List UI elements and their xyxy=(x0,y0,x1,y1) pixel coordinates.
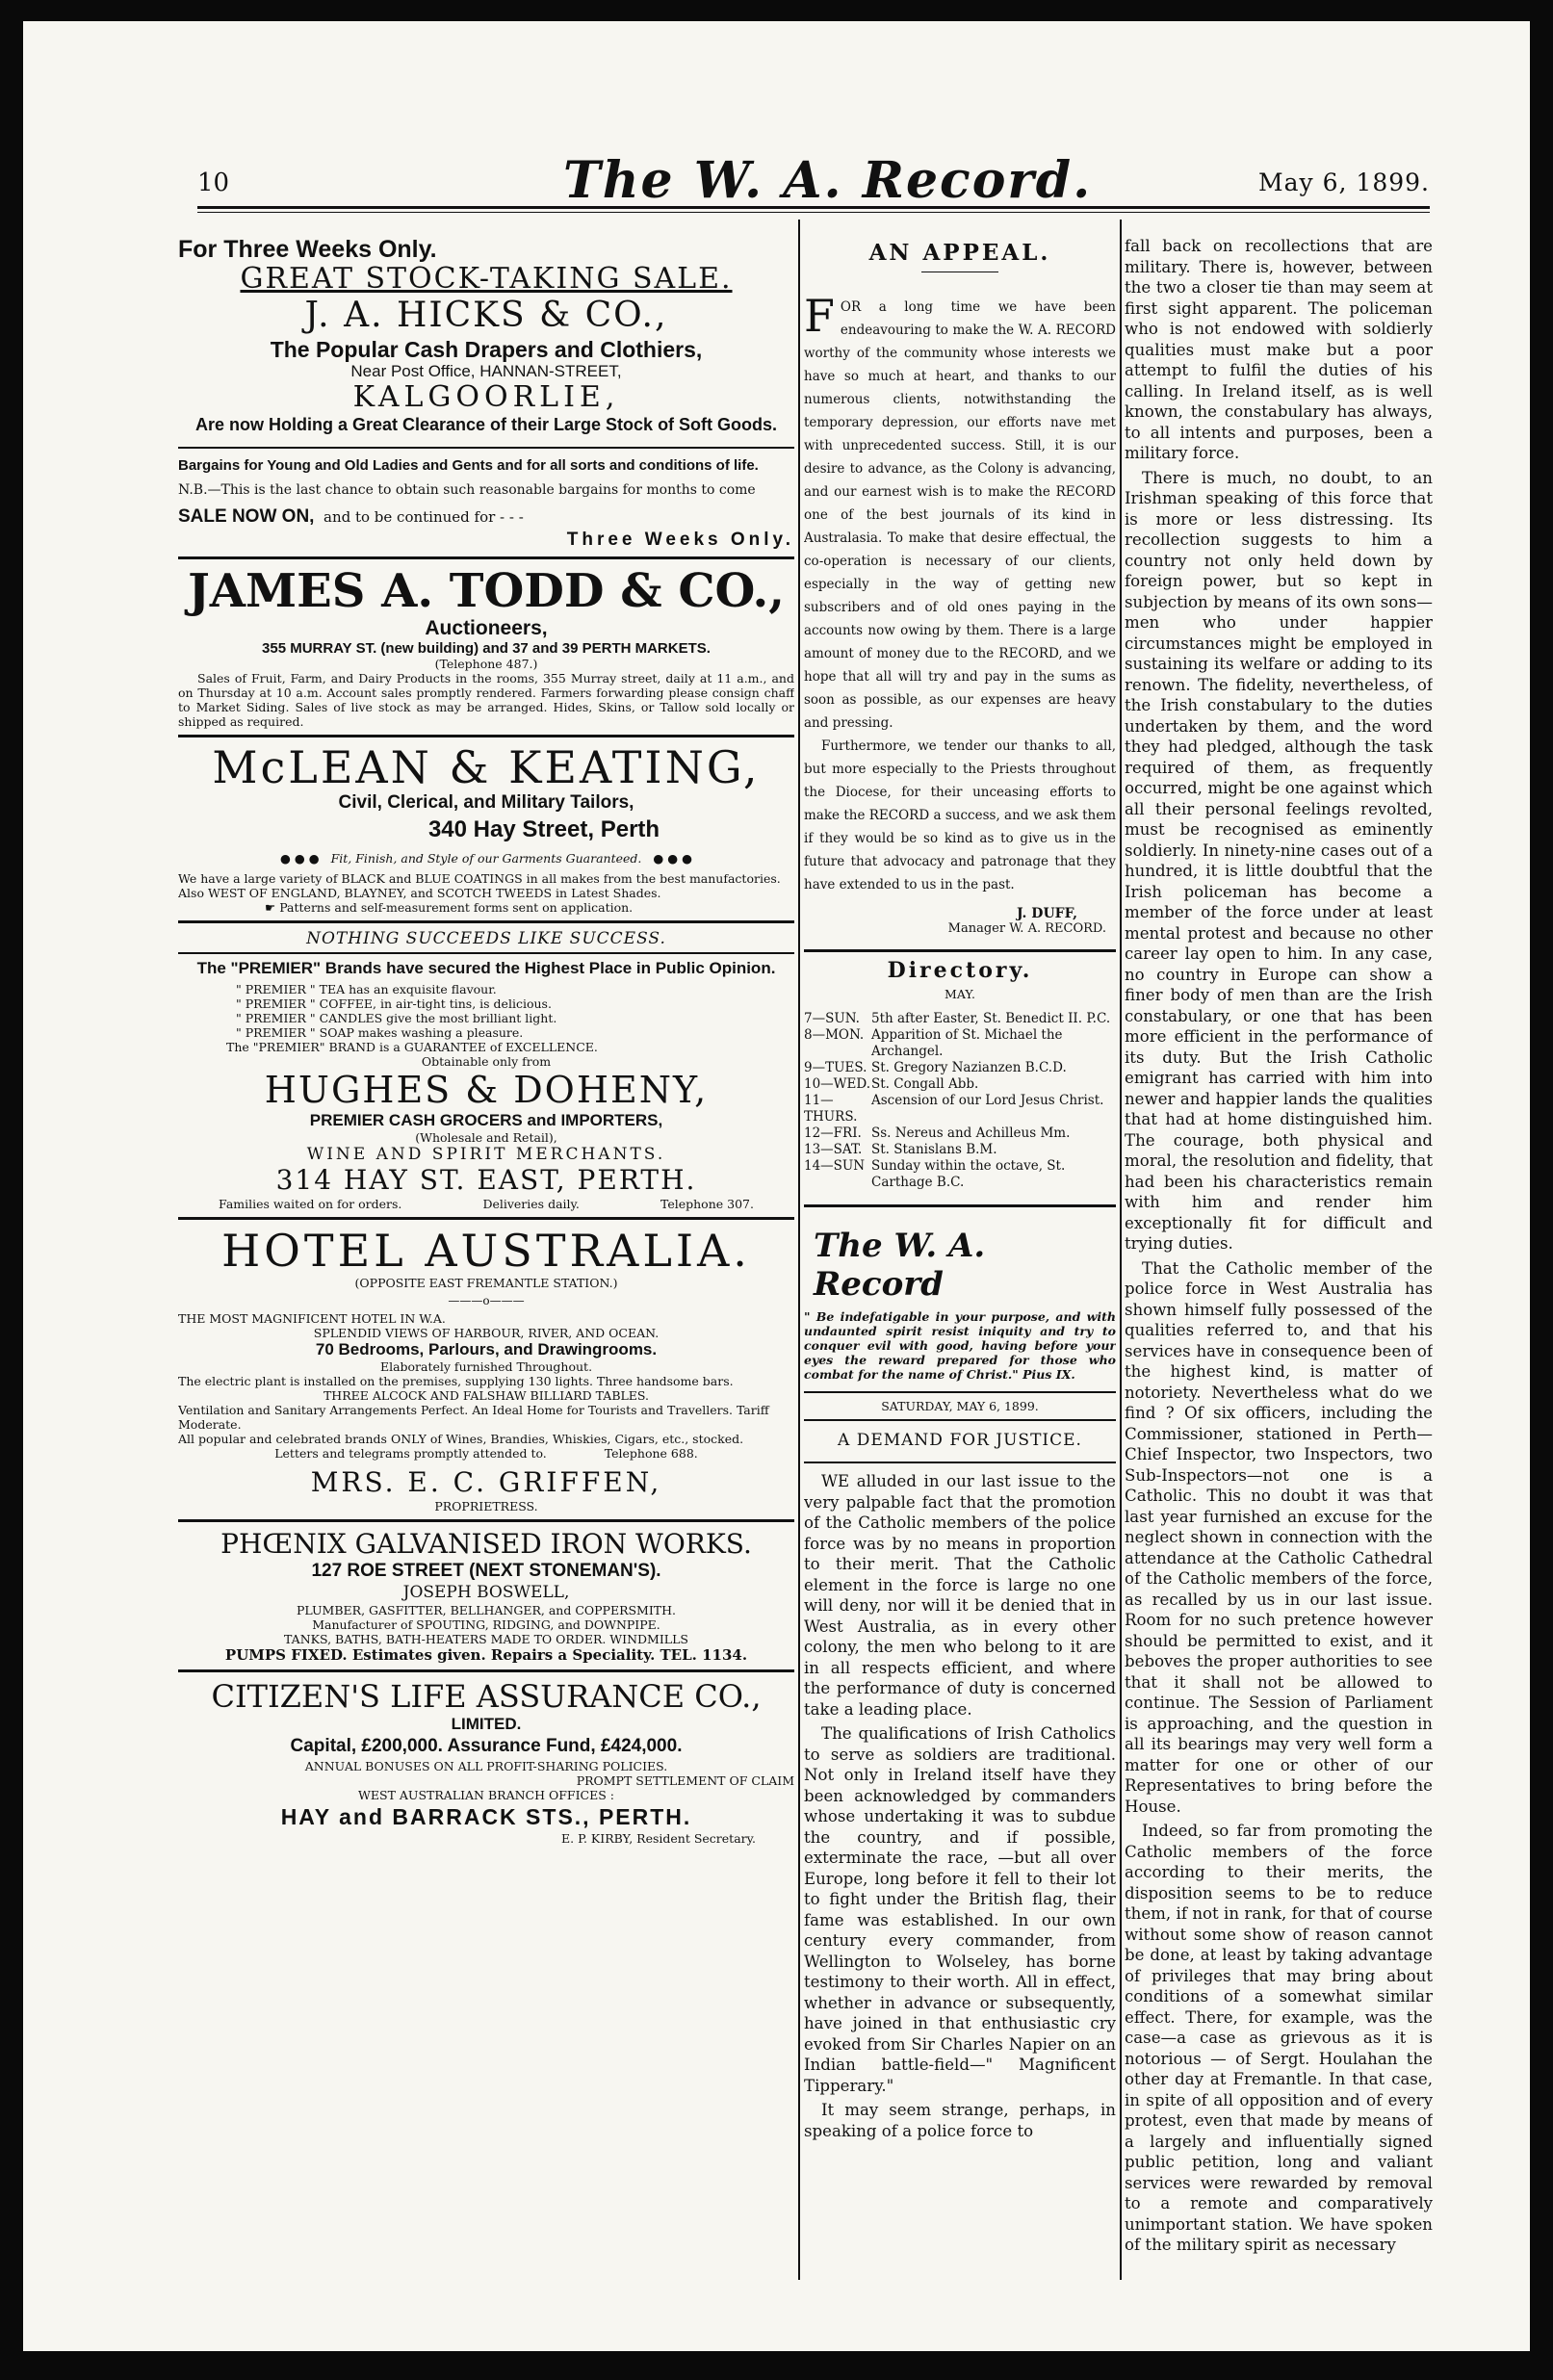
ad-phoenix xyxy=(178,1528,794,1664)
directory-entry: 9—TUES. St. Gregory Nazianzen B.C.D. xyxy=(804,1060,1067,1075)
appeal-p1: OR a long time we have been endeavouring to make the W. A. RECORD worthy of the community whose interests we have so much at heart, and thanks to our numerous clients, notwithstanding the temporary depression, our efforts nave met with unprecedented success. Still, it is our desire to advance, as the Colony is advancing, and our earnest wish is to make the RECORD one of the best journals of its kind in Australasia. To make that desire effectual, the co-operation is necessary of our clients, especially in the way of getting new subscribers and of old ones paying in the accounts now owing by them. There is a large amount of money due to the RECORD, and we hope that all will try and pay in the sums as soon as possible, as our expenses are heavy and pressing. xyxy=(804,299,1116,731)
article-paragraph: Indeed, so far from promoting the Catholic members of the force according to their merits, the disposition seems to be to reduce them, if not in rank, for that of course without some show of reason cannot be done, at least by taking advantage of privileges that may bring about conditions of a somewhat similar effect. There, for example, was the case—a case as grievous as it is notorious — of Sergt. Houlahan the other day at Fremantle. In that case, in spite of all opposition and of every protest, even that made by means of a largely and influentially signed public petition, long and valiant services were rewarded by removal to a remote and comparatively unimportant station. We have spoken of the military spirit as necessary xyxy=(1125,1822,1433,2254)
column-divider xyxy=(798,220,800,2280)
ad-premier-f3: Telephone 307. xyxy=(660,1197,754,1211)
ad-mclean-role: Civil, Clerical, and Military Tailors, xyxy=(338,792,634,813)
article-col2 xyxy=(804,1471,1116,2141)
ad-hotel: HOTEL AUSTRALIA. (OPPOSITE EAST FREMANTLE STATION.) ———o——— THE MOST MAGNIFICENT HOTEL IN W.A. SPLENDID VIEWS OF HARBOUR, RIVER, AND OCEAN. 70 Bedrooms, Parlours, and Drawingrooms. Elaborately furnished Throughout. The electric plant is installed on the premises, supplying 130 lights. Three handsome bars. THREE ALCOCK AND FALSHAW BILLIARD TABLES. Ventilation and Sanitary Arrangements Perfect. An Ideal Home for Tourists and Travellers. Tariff Moderate. All popular and celebrated brands ONLY of Wines, Brandies, Whiskies, Cigars, etc., stocked. Letters and telegrams promptly attended to. Telephone 688. MRS. E. C. GRIFFEN, PROPRIETRESS. xyxy=(178,1226,794,1513)
ad-mclean-patterns: Patterns and self-measurement forms sent on application. xyxy=(279,900,634,915)
ad-premier-headline: The "PREMIER" Brands have secured the Highest Place in Public Opinion. xyxy=(196,959,776,977)
ad-citizens-name: CITIZEN'S LIFE ASSURANCE CO., xyxy=(211,1678,762,1715)
ad-hotel-name: HOTEL AUSTRALIA. xyxy=(221,1225,751,1277)
ad-hotel-l5: The electric plant is installed on the premises, supplying 130 lights. Three handsome bars. xyxy=(178,1374,734,1388)
ad-todd-name: JAMES A. TODD & CO., xyxy=(188,564,785,618)
ad-premier-item: " PREMIER " SOAP makes washing a pleasure. xyxy=(236,1025,524,1040)
directory-entry: 10—WED. St. Congall Abb. xyxy=(804,1076,979,1092)
page-number: 10 xyxy=(197,168,230,197)
article-title: A DEMAND FOR JUSTICE. xyxy=(838,1431,1082,1450)
ads-column xyxy=(178,236,794,1846)
ad-hotel-prop-role: PROPRIETRESS. xyxy=(434,1499,538,1513)
ad-hotel-l9a: Letters and telegrams promptly attended to. xyxy=(274,1446,547,1461)
ad-premier xyxy=(178,929,794,1211)
directory-entry: 14—SUN Sunday within the octave, St. Carthage B.C. xyxy=(804,1158,1066,1190)
ad-premier-motto: NOTHING SUCCEEDS LIKE SUCCESS. xyxy=(306,929,666,948)
directory-entry: 12—FRI. Ss. Nereus and Achilleus Mm. xyxy=(804,1125,1071,1141)
ad-hotel-l9b: Telephone 688. xyxy=(604,1446,698,1461)
ad-citizens xyxy=(178,1678,794,1846)
ad-premier-items xyxy=(178,982,794,1040)
directory-title: Directory. xyxy=(887,958,1033,983)
ad-hotel-prop: MRS. E. C. GRIFFEN, xyxy=(310,1466,662,1498)
ad-mclean-name: McLEAN & KEATING, xyxy=(212,741,761,793)
ad-premier-wholesale: (Wholesale and Retail), xyxy=(415,1130,557,1145)
center-column xyxy=(804,236,1116,2145)
appeal-dropcap: F xyxy=(804,290,835,342)
masthead2-title: The W. A. Record xyxy=(814,1227,986,1304)
ad-phoenix-name: PHŒNIX GALVANISED IRON WORKS. xyxy=(220,1528,752,1560)
appeal-title: AN APPEAL. xyxy=(868,240,1051,266)
ad-todd xyxy=(178,565,794,729)
ad-todd-telephone: (Telephone 487.) xyxy=(434,657,538,671)
directory-list xyxy=(804,1011,1116,1191)
ad-citizens-branch: WEST AUSTRALIAN BRANCH OFFICES : xyxy=(358,1788,614,1802)
ad-hicks-clearance: Are now Holding a Great Clearance of their Large Stock of Soft Goods. xyxy=(194,415,778,434)
ad-premier-f2: Deliveries daily. xyxy=(482,1197,580,1211)
article-paragraph: WE alluded in our last issue to the very palpable fact that the promotion of the Catholic members of the police force was by no means in proportion to their merit. That the Catholic element in the force is large no one will deny, nor will it be denied that in West Australia, as in every other colony, the men who belong to it are in all respects efficient, and where the performance of duty is concerned take a leading place. xyxy=(804,1472,1116,1719)
ad-mclean-guarantee: Fit, Finish, and Style of our Garments Guaranteed. xyxy=(330,851,642,866)
ad-hicks-location: Near Post Office, HANNAN-STREET, xyxy=(350,362,622,380)
ad-todd-address: 355 MURRAY ST. (new building) and 37 and 39 PERTH MARKETS. xyxy=(262,640,711,657)
ad-phoenix-owner: JOSEPH BOSWELL, xyxy=(402,1583,570,1602)
ad-premier-name: HUGHES & DOHENY, xyxy=(264,1069,709,1111)
ad-hicks-line2: GREAT STOCK-TAKING SALE. xyxy=(240,262,733,296)
directory-month: MAY. xyxy=(945,987,975,1001)
ad-todd-body: Sales of Fruit, Farm, and Dairy Products in the rooms, 355 Murray street, daily at 11 a.m., and on Thursday at 10 a.m. Account sales promptly rendered. Farmers forwarding please consign chaff to Market Siding. Sales of live stock as may be arranged. Hides, Skins, or Tallow sold locally or shipped as required. xyxy=(178,671,794,729)
issue-date: May 6, 1899. xyxy=(1258,168,1430,196)
ad-hicks-sale-now: SALE NOW ON, xyxy=(178,506,315,527)
ad-premier-role: PREMIER CASH GROCERS and IMPORTERS, xyxy=(309,1111,663,1129)
article-paragraph: It may seem strange, perhaps, in speaking of a police force to xyxy=(804,2101,1116,2140)
ad-phoenix-trades: PLUMBER, GASFITTER, BELLHANGER, and COPPERSMITH. xyxy=(296,1603,676,1617)
article-paragraph: There is much, no doubt, to an Irishman speaking of this force that is more or less distressing. Its recollection suggests to him a country not only held down by foreign power, but so kept in subjection by means of its own sons—men who under happier circumstances might be employed in sustaining its welfare or adding to its renown. The fidelity, nevertheless, of the Irish constabulary to the duties undertaken by them, and the word they had pledged, although the task required of them, as frequently occurred, might be one against which all their personal feelings revolted, must be recognised as eminently soldierly. In ninety-nine cases out of a hundred, it is little doubtful that the Irish policeman has become a member of the force under at least mental protest and because no other career lay open to him. In any case, no country in Europe can show a finer body of men than are the Irish constabulary, or one that has been more efficient in the performance of its duty. But the Irish Catholic emigrant has carried with him into newer and happier lands the qualities that had at home distinguished him. The courage, both physical and moral, the resolution and fidelity, that had been his characteristics remain with him and render him exceptionally fit for difficult and trying duties. xyxy=(1125,468,1433,1253)
appeal-body xyxy=(804,290,1116,896)
ad-premier-item: " PREMIER " COFFEE, in air-tight tins, is delicious. xyxy=(236,996,552,1011)
ad-hicks-town: KALGOORLIE, xyxy=(352,380,620,414)
ad-phoenix-manufacturer: Manufacturer of SPOUTING, RIDGING, and DOWNPIPE. xyxy=(312,1617,660,1632)
ad-mclean: McLEAN & KEATING, Civil, Clerical, and Military Tailors, 340 Hay Street, Perth ● ● ● Fit, Finish, and Style of our Garments Guaranteed. ● ● ● We have a large variety of BLACK and BLUE COATINGS in all makes from the best manufactories. Also WEST OF ENGLAND, BLAYNEY, and SCOTCH TWEEDS in Latest Shades. ☛ Patterns and self-measurement forms sent on application. xyxy=(178,743,794,915)
ad-hicks-name: J. A. HICKS & CO., xyxy=(304,296,668,335)
masthead2-quote: " Be indefatigable in your purpose, and with undaunted spirit resist iniquity and try to conquer evil with good, having before your eyes the reward prepared for those who combat for the name of Christ." Pius IX. xyxy=(804,1309,1116,1382)
ad-hotel-l8: All popular and celebrated brands ONLY of Wines, Brandies, Whiskies, Cigars, etc., stocked. xyxy=(178,1432,744,1446)
page-header xyxy=(197,151,1430,210)
ad-hicks-bargains: Bargains for Young and Old Ladies and Gents and for all sorts and conditions of life. xyxy=(178,457,759,474)
ad-citizens-secretary: E. P. KIRBY, Resident Secretary. xyxy=(561,1831,756,1846)
header-rule-thin xyxy=(197,212,1430,213)
appeal-p2: Furthermore, we tender our thanks to all, but more especially to the Priests throughout the Diocese, for their unceasing efforts to make the RECORD a success, and we ask them if they would be so kind as to give us in the future that advocacy and patronage that they have extended to us in the past. xyxy=(804,738,1116,892)
ad-phoenix-address: 127 ROE STREET (NEXT STONEMAN'S). xyxy=(311,1561,661,1581)
ad-hotel-l3: 70 Bedrooms, Parlours, and Drawingrooms. xyxy=(315,1340,658,1358)
ad-mclean-coatings: We have a large variety of BLACK and BLUE COATINGS in all makes from the best manufactories. xyxy=(178,871,781,886)
ad-todd-role: Auctioneers, xyxy=(425,617,548,639)
ad-citizens-limited: LIMITED. xyxy=(451,1715,522,1733)
ad-mclean-address: 340 Hay Street, Perth xyxy=(427,816,660,842)
ad-premier-guarantee: The "PREMIER" BRAND is a GUARANTEE of EXCELLENCE. xyxy=(226,1040,598,1054)
ad-hotel-l4: Elaborately furnished Throughout. xyxy=(379,1359,593,1374)
ad-citizens-prompt: PROMPT SETTLEMENT OF CLAIM xyxy=(576,1773,794,1788)
right-column xyxy=(1125,236,1433,2260)
appeal-signer: J. DUFF, xyxy=(1017,906,1077,921)
article-paragraph: The qualifications of Irish Catholics to serve as soldiers are traditional. Not only in Ireland itself have they been acknowledged by commanders whose undertaking it was to subdue the country, and if possible, exterminate the race, —but all over Europe, long before it fell to their lot to fight under the British flag, their fame was established. In our own century every commander, from Wellington to Wolseley, has borne testimony to their worth. All in effect, whether in advance or subsequently, have joined in that enthusiastic cry evoked from Sir Charles Napier on an Indian battle-field—" Magnificent Tipperary." xyxy=(804,1724,1116,2095)
ad-hicks-tagline: The Popular Cash Drapers and Clothiers, xyxy=(270,337,703,362)
ad-citizens-capital: Capital, £200,000. Assurance Fund, £424,000. xyxy=(290,1736,683,1756)
ad-premier-item: " PREMIER " TEA has an exquisite flavour. xyxy=(236,982,497,996)
header-rule xyxy=(197,206,1430,209)
ad-hotel-l7: Ventilation and Sanitary Arrangements Perfect. An Ideal Home for Tourists and Travellers. Tariff Moderate. xyxy=(178,1403,769,1432)
ad-hicks-continued: and to be continued for - - - xyxy=(324,508,524,526)
ad-premier-item: " PREMIER " CANDLES give the most brilliant light. xyxy=(236,1011,557,1025)
directory-entry: 7—SUN. 5th after Easter, St. Benedict II. P.C. xyxy=(804,1011,1111,1026)
ad-hicks-three-weeks: Three Weeks Only. xyxy=(566,530,794,550)
ad-phoenix-tanks: TANKS, BATHS, BATH-HEATERS MADE TO ORDER. WINDMILLS xyxy=(284,1632,688,1646)
masthead-title: The W. A. Record. xyxy=(563,151,1093,210)
ad-premier-obtainable: Obtainable only from xyxy=(421,1054,552,1069)
ad-citizens-bonuses: ANNUAL BONUSES ON ALL PROFIT-SHARING POLICIES. xyxy=(304,1759,668,1773)
pointing-hand-icon: ☛ xyxy=(265,900,276,915)
ad-hotel-l6: THREE ALCOCK AND FALSHAW BILLIARD TABLES. xyxy=(323,1388,650,1403)
article-col3 xyxy=(1125,236,1433,2256)
ad-premier-address: 314 HAY ST. EAST, PERTH. xyxy=(275,1164,697,1196)
ad-hotel-opposite: (OPPOSITE EAST FREMANTLE STATION.) xyxy=(354,1276,618,1290)
article-paragraph: That the Catholic member of the police force in West Australia has shown himself fully possessed of the qualities referred to, and that his services have in consequence been of the highest kind, is matter of notoriety. Nevertheless what do we find ? Of six officers, including the Commissioner, stationed in Perth—Chief Inspector, two Inspectors, two Sub-Inspectors—not one is a Catholic. This no doubt it was that last year furnished an excuse for the neglect shown in connection with the attendance at the Catholic Cathedral of the Catholic members of the force, as recalled by us in our last issue. Room for no such pretence however should be permitted to exist, and it beboves the proper authorities to see that it shall not be allowed to continue. The Session of Parliament is approaching, and the question in all its bearings may very well form a matter for one or other of our Representatives to bring before the House. xyxy=(1125,1258,1433,1816)
ad-hicks-line1: For Three Weeks Only. xyxy=(178,236,437,263)
ad-hicks xyxy=(178,236,794,551)
ad-citizens-address: HAY and BARRACK STS., PERTH. xyxy=(280,1804,692,1829)
ad-mclean-tweeds: Also WEST OF ENGLAND, BLAYNEY, and SCOTCH TWEEDS in Latest Shades. xyxy=(178,886,661,900)
ad-hotel-l1: THE MOST MAGNIFICENT HOTEL IN W.A. xyxy=(178,1311,446,1326)
directory-entry: 8—MON. Apparition of St. Michael the Archangel. xyxy=(804,1027,1063,1059)
masthead2-date: SATURDAY, MAY 6, 1899. xyxy=(881,1399,1039,1413)
ad-premier-f1: Families waited on for orders. xyxy=(219,1197,402,1211)
directory-entry: 11—THURS. Ascension of our Lord Jesus Christ. xyxy=(804,1093,1104,1125)
ad-phoenix-pumps: PUMPS FIXED. Estimates given. Repairs a Speciality. TEL. 1134. xyxy=(224,1646,748,1664)
ad-hicks-nb: N.B.—This is the last chance to obtain such reasonable bargains for months to come xyxy=(178,482,756,498)
directory-entry: 13—SAT. St. Stanislans B.M. xyxy=(804,1142,997,1157)
article-paragraph: fall back on recollections that are military. There is, however, between the two a closer tie than may seem at first sight apparent. The policeman who is not endowed with soldierly qualities must make but a poor attempt to fulfil the duties of his calling. In Ireland itself, as is well known, the constabulary has always, to all intents and purposes, been a military force. xyxy=(1125,237,1433,462)
appeal-signer-role: Manager W. A. RECORD. xyxy=(947,921,1106,936)
ad-hotel-l2: SPLENDID VIEWS OF HARBOUR, RIVER, AND OCEAN. xyxy=(313,1326,660,1340)
ad-premier-merchants: WINE AND SPIRIT MERCHANTS. xyxy=(306,1145,666,1164)
column-divider xyxy=(1120,220,1122,2280)
